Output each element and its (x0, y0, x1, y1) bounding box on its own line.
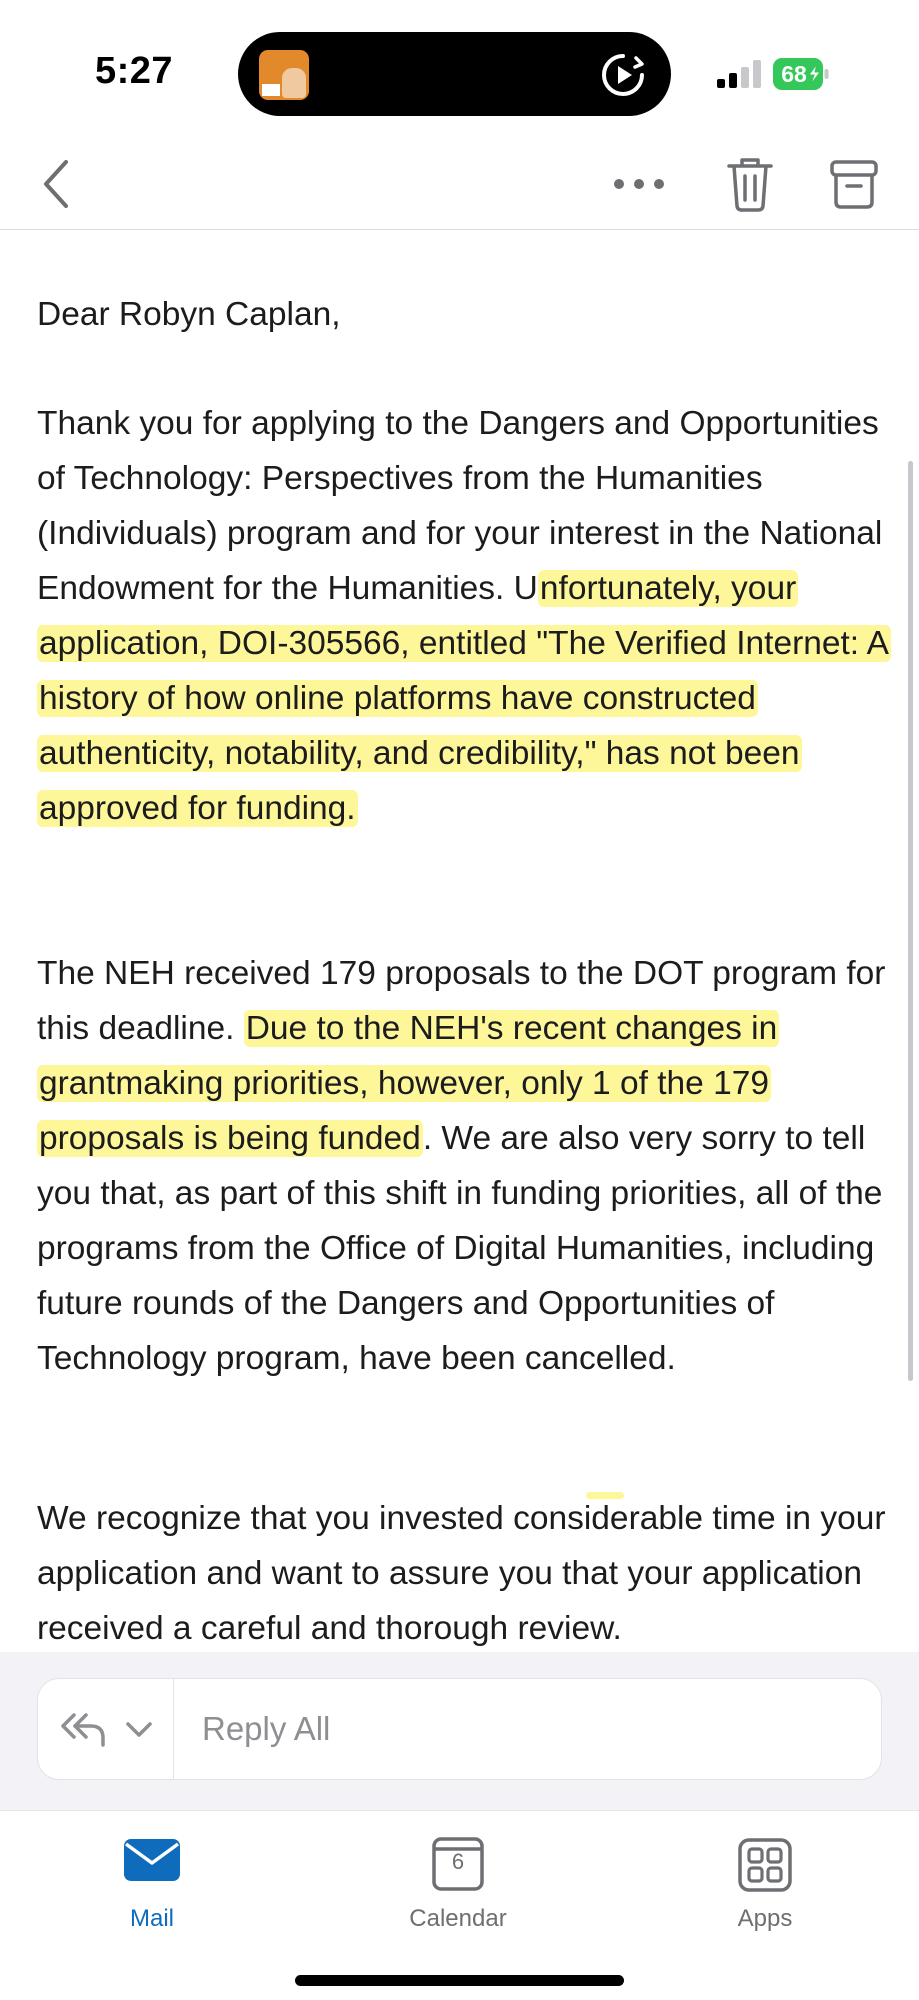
calendar-day: 6 (451, 1849, 465, 1874)
battery-charging-icon (773, 58, 829, 90)
podcast-art-figure (282, 68, 306, 98)
mail-icon (122, 1835, 182, 1885)
reply-all-icon[interactable] (60, 1709, 106, 1749)
status-time: 5:27 (95, 50, 174, 92)
paragraph-text: The NEH received 179 proposals to the DOT program for this deadline. (37, 955, 886, 1047)
chevron-down-icon[interactable] (124, 1717, 154, 1741)
tab-mail[interactable] (62, 1829, 242, 1939)
apps-grid-icon (735, 1835, 795, 1895)
signal-icon (717, 60, 763, 88)
chevron-left-icon[interactable] (34, 152, 78, 216)
paragraph-text: Thank you for applying to the Dangers and Opportunities of Technology: Perspectives from the Humanities (Individuals) program and for your interest in the National Endowment for the Humanities. U (37, 405, 883, 607)
tab-calendar[interactable] (368, 1829, 548, 1939)
battery-level: 68 (781, 61, 807, 87)
dynamic-island[interactable] (238, 32, 671, 116)
email-paragraph-1 (37, 396, 897, 836)
tab-label: Mail (129, 1905, 174, 1932)
reply-all-input[interactable]: Reply All (202, 1710, 331, 1747)
podcast-art-panel (262, 84, 280, 96)
tab-apps[interactable] (675, 1829, 855, 1939)
podcast-art-icon[interactable] (259, 50, 309, 100)
tab-label: Calendar (409, 1905, 507, 1932)
tab-label: Apps (737, 1905, 793, 1932)
highlighted-text: Due to the NEH's recent changes in grantmaking priorities, however, only 1 of the 179 proposals is being funded (39, 1010, 778, 1157)
email-paragraph-3: We recognize that you invested considerable time in your application and want to assure you that your application received a careful and thorough review. (37, 1500, 886, 1647)
play-circle-icon[interactable] (600, 52, 646, 98)
highlighted-text: nfortunately, your application, DOI-305566, entitled "The Verified Internet: A history of how online platforms have constructed authenticity, notability, and credibility," has not been approved for funding. (39, 570, 889, 827)
email-body[interactable] (0, 231, 919, 1651)
status-bar (0, 0, 919, 140)
archive-icon[interactable] (828, 156, 880, 212)
message-toolbar (0, 140, 919, 230)
paragraph-text: . We are also very sorry to tell you that, as part of this shift in funding priorities, all of the programs from the Office of Digital Humanities, including future rounds of the Dangers and Opportunities of Technology program, have been cancelled. (37, 1120, 883, 1377)
home-indicator[interactable] (295, 1975, 624, 1986)
more-horizontal-icon[interactable] (610, 162, 668, 206)
reply-bar (0, 1652, 919, 1810)
tab-bar (0, 1810, 919, 2000)
reply-mode-selector[interactable] (38, 1679, 174, 1779)
scrollbar[interactable] (908, 461, 913, 1381)
trash-icon[interactable] (724, 154, 776, 214)
reply-composer[interactable] (37, 1678, 882, 1780)
email-greeting: Dear Robyn Caplan, (37, 296, 341, 333)
email-paragraph-2 (37, 946, 897, 1386)
